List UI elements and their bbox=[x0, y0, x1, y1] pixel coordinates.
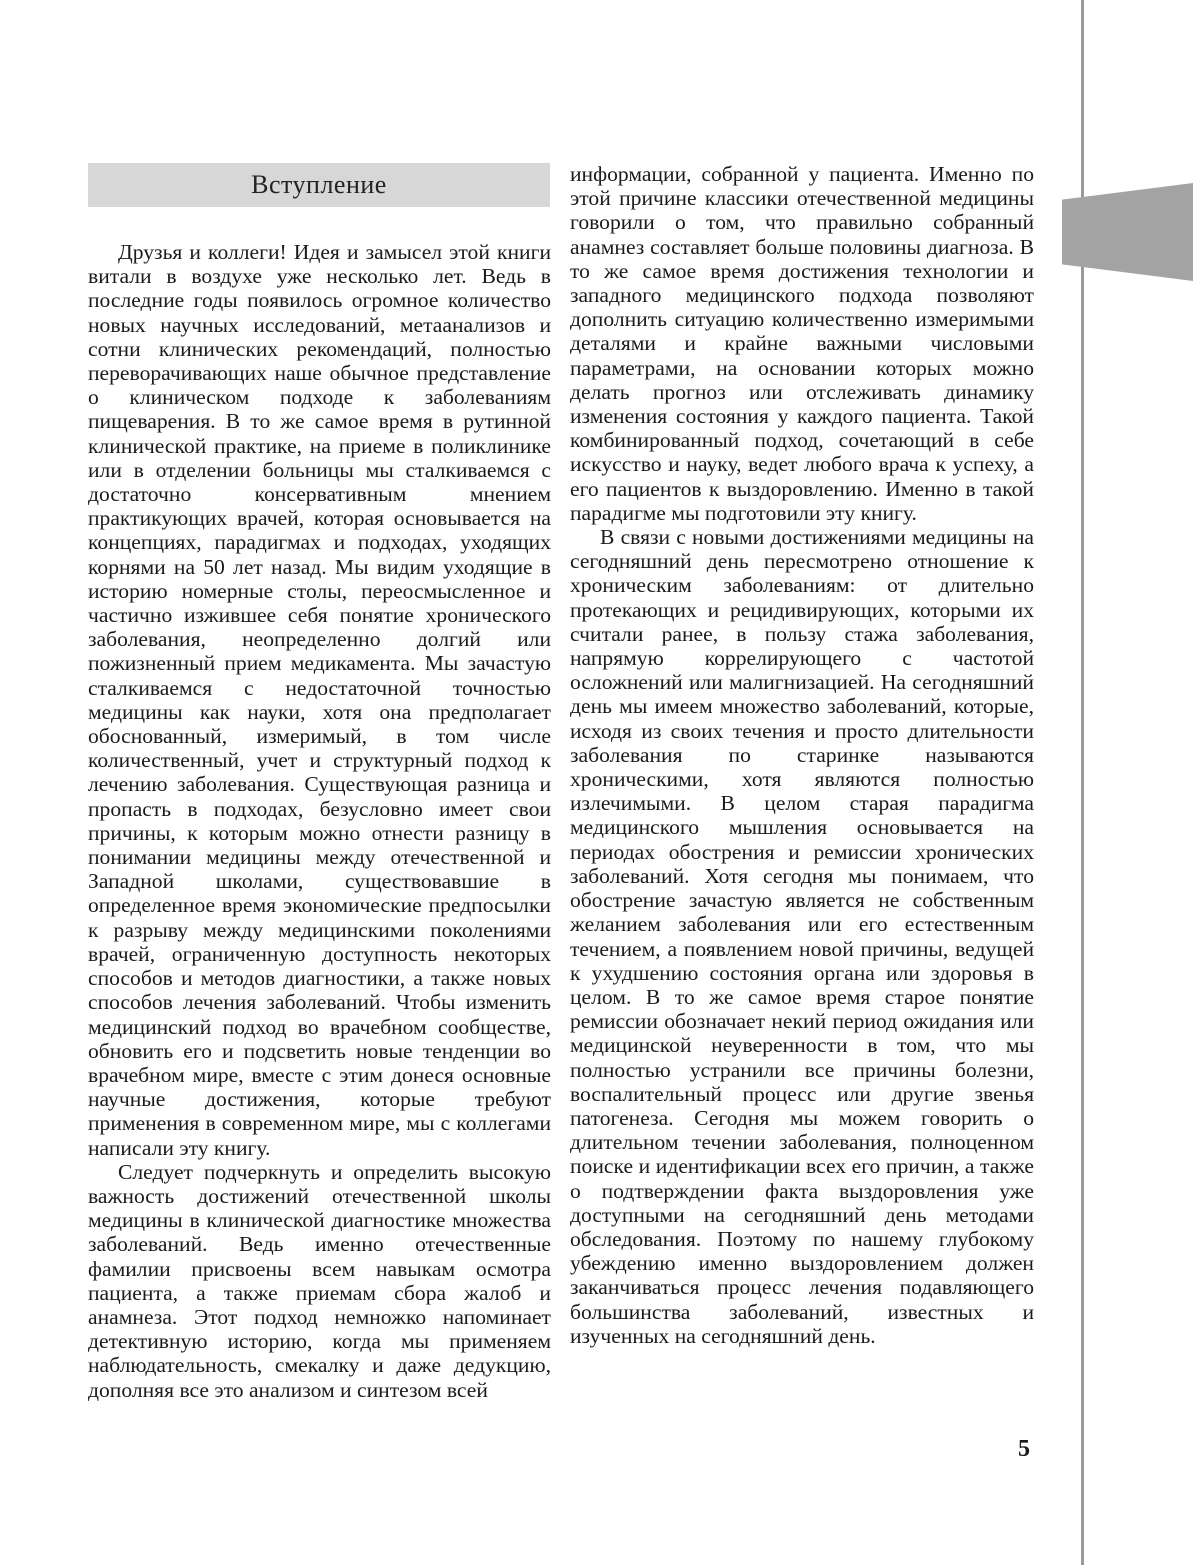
section-heading: Вступление bbox=[251, 170, 387, 199]
paragraph: Следует подчеркнуть и определить высокую важность достижений отечественной школы медицины в клинической диагностике множества заболеваний. Ведь именно отечественные фамилии присвоены всем навыкам осмотра пациента, а также приемам сбора жалоб и анамнеза. Этот подход немножко напоминает детективную историю, когда мы применяем наблюдательность, смекалку и даже дедукцию, дополняя все это анализом и синтезом всей bbox=[88, 1159, 551, 1402]
paragraph: Друзья и коллеги! Идея и замысел этой книги витали в воздухе уже несколько лет. Ведь в последние годы появилось огромное количество новых научных исследований, метаанализов и сотни клинических рекомендаций, полностью переворачивающих наше обычное представление о клиническом подходе к заболеваниям пищеварения. В то же самое время в рутинной клинической практике, на приеме в поликлинике или в отделении больницы мы сталкиваемся с достаточно консервативным мнением практикующих врачей, которая основывается на концепциях, парадигмах и подходах, уходящих корнями на 50 лет назад. Мы видим уходящие в историю номерные столы, переосмысленное и частично изжившее себя понятие хронического заболевания, неопределенно долгий или пожизненный прием медикамента. Мы зачастую сталкиваемся с недостаточной точностью медицины как науки, хотя она предполагает обоснованный, измеримый, в том числе количественный, учет и структурный подход к лечению заболевания. Существующая разница и пропасть в подходах, безусловно имеет свои причины, к которым можно отнести разницу в понимании медицины между отечественной и Западной школами, существовавшие в определенное время экономические предпосылки к разрыву между медицинскими поколениями врачей, ограниченную доступность некоторых способов и методов диагностики, а также новых способов лечения заболеваний. Чтобы изменить медицинский подход во врачебном сообществе, обновить его и подсветить новые тенденции во врачебном мире, вместе с этим донеся основные научные достижения, которые требуют применения в современном мире, мы с коллегами написали эту книгу. bbox=[88, 240, 551, 1160]
right-column bbox=[570, 162, 1034, 1348]
section-heading-box bbox=[88, 163, 550, 207]
paragraph: В связи с новыми достижениями медицины на сегодняшний день пересмотрено отношение к хроническим заболеваниям: от длительно протекающих и рецидивирующих, которыми их считали ранее, в пользу стажа заболевания, напрямую коррелирующего с частотой осложнений или малигнизацией. На сегодняшний день мы имеем множество заболеваний, которые, исходя из своих течения и просто длительности заболевания по старинке называются хроническими, хотя являются полностью излечимыми. В целом старая парадигма медицинского мышления основывается на периодах обострения и ремиссии хронических заболеваний. Хотя сегодня мы понимаем, что обострение зачастую является не собственным желанием заболевания или его естественным течением, а появлением новой причины, ведущей к ухудшению состояния органа или здоровья в целом. В то же самое время старое понятие ремиссии обозначает некий период ожидания или медицинской неуверенности в том, что мы полностью устранили все причины болезни, воспалительный процесс или другие звенья патогенеза. Сегодня мы можем говорить о длительном течении заболевания, полноценном поиске и идентификации всех его причин, а также о подтверждении факта выздоровления уже доступными на сегодняшний день методами обследования. Поэтому по нашему глубокому убеждению именно выздоровлением должен заканчиваться процесс лечения подавляющего большинства заболеваний, известных и изученных на сегодняшний день. bbox=[570, 525, 1034, 1348]
left-column bbox=[88, 240, 551, 1402]
page-number: 5 bbox=[1018, 1436, 1030, 1462]
paragraph-continuation: информации, собранной у пациента. Именно по этой причине классики отечественной медицины говорили о том, что правильно собранный анамнез составляет больше половины диагноза. В то же самое время достижения технологии и западного медицинского подхода позволяют дополнить ситуацию количественно измеримыми деталями и крайне важными числовыми параметрами, на основании которых можно делать прогноз или отслеживать динамику изменения состояния у каждого пациента. Такой комбинированный подход, сочетающий в себе искусство и науку, ведет любого врача к успеху, а его пациентов к выздоровлению. Именно в такой парадигме мы подготовили эту книгу. bbox=[570, 162, 1034, 525]
chapter-tab-marker bbox=[1062, 183, 1193, 281]
